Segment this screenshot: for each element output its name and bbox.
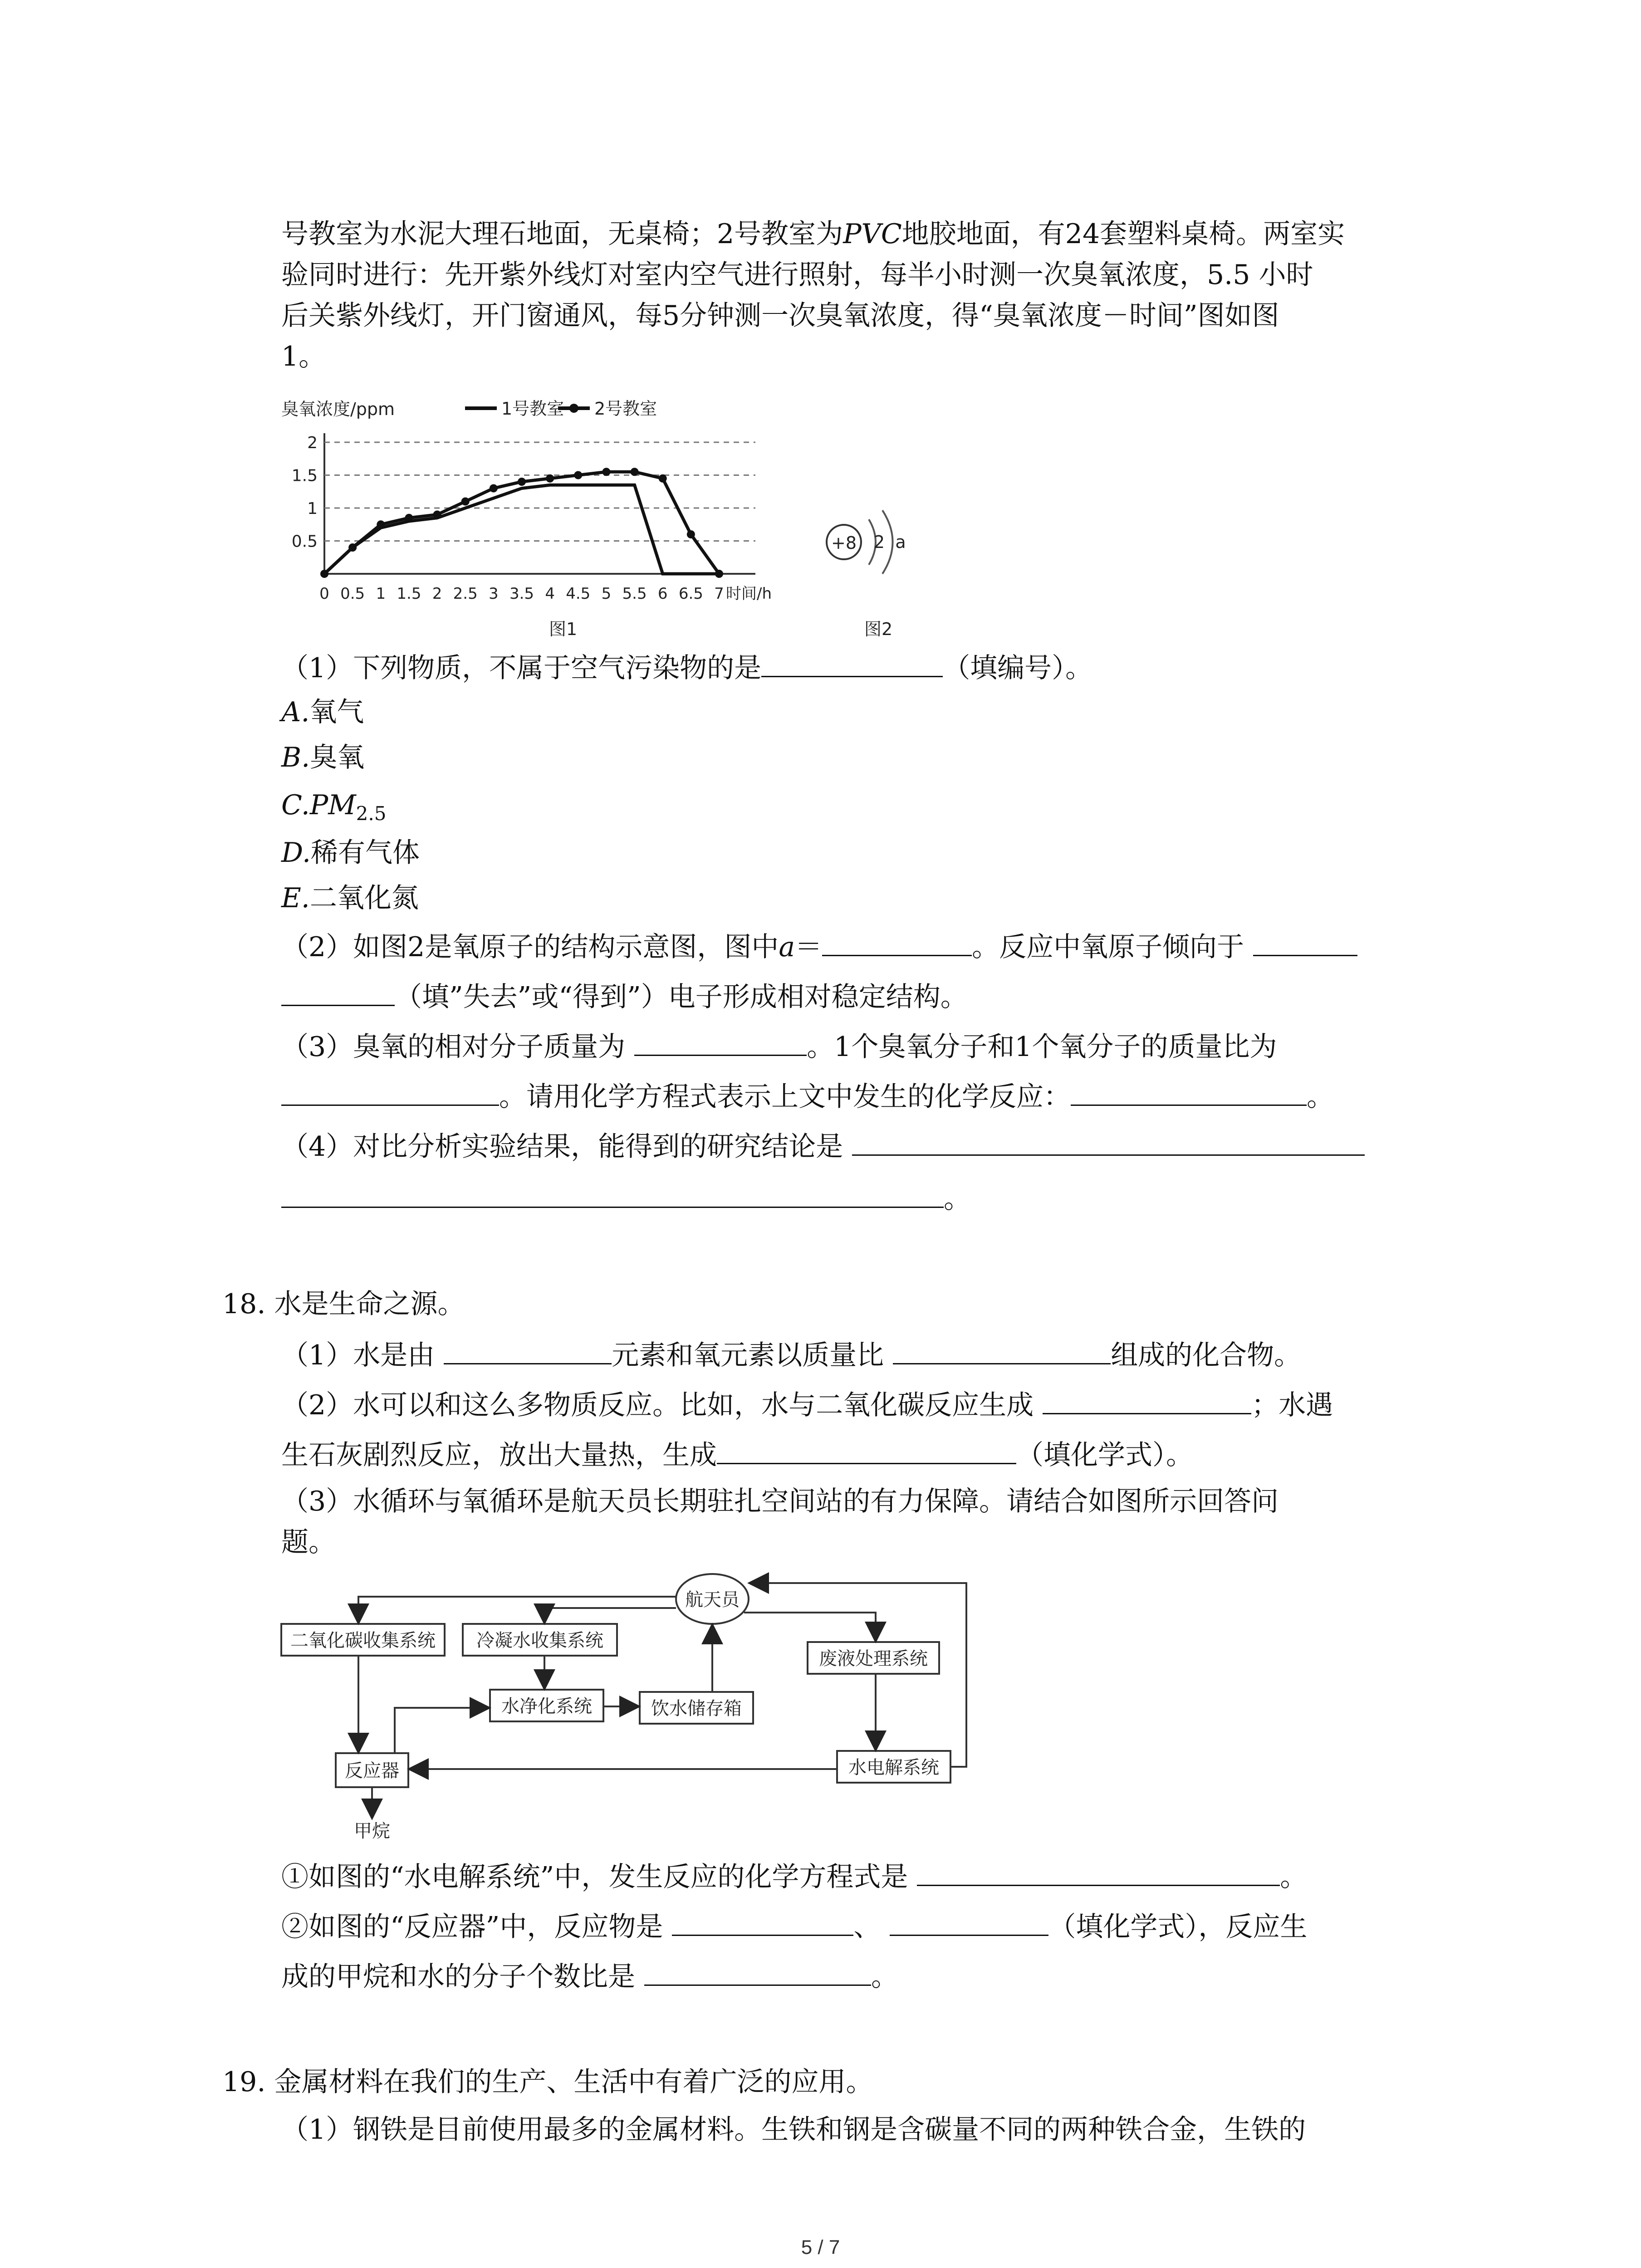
q17-part2-line2: （填”失去”或“得到”）电子形成相对稳定结构。 (281, 978, 968, 1015)
q17-option-e: E.二氧化氮 (281, 882, 419, 914)
q17-option-d: D.稀有气体 (281, 837, 420, 869)
waste-processing-label: 废液处理系统 (819, 1648, 928, 1669)
q18-sub2-line1: ②如图的“反应器”中，反应物是 、 （填化学式），反应生 (281, 1907, 1307, 1945)
q18-s2-answer-blank-b[interactable] (890, 1907, 1048, 1936)
intro-line-1: 号教室为水泥大理石地面，无桌椅；2号教室为PVC地胶地面，有24套塑料桌椅。两室实 (281, 218, 1345, 250)
y-tick-label: 0.5 (291, 532, 318, 551)
q17-part3-line1: （3）臭氧的相对分子质量为 。1个臭氧分子和1个氧分子的质量比为 (281, 1027, 1277, 1065)
x-tick-label: 2.5 (453, 585, 478, 603)
x-tick-label: 4 (545, 585, 555, 603)
reactor-label: 反应器 (345, 1760, 399, 1781)
q18-s1-answer-blank[interactable] (917, 1857, 1280, 1886)
q17-part3-line2: 。请用化学方程式表示上文中发生的化学反应： 。 (281, 1077, 1334, 1115)
q17-p2-answer-blank-b2[interactable] (281, 978, 395, 1006)
q17-p4-answer-blank-b[interactable] (281, 1179, 944, 1208)
q17-p2-answer-blank-a[interactable] (822, 928, 972, 956)
arrow-astronaut-to-co2 (358, 1597, 676, 1622)
atom-nucleus-charge: +8 (831, 533, 857, 553)
drinking-tank-label: 饮水储存箱 (651, 1698, 742, 1719)
page-number: 5 / 7 (801, 2236, 840, 2258)
q17-part4-line2: 。 (281, 1179, 971, 1217)
series-2-point (348, 543, 357, 552)
q17-part1: （1）下列物质，不属于空气污染物的是 （填编号）。 (281, 649, 1092, 686)
x-tick-label: 6.5 (678, 585, 703, 603)
q18-p2-answer-blank-a[interactable] (1043, 1386, 1251, 1414)
series-2-point (631, 468, 639, 476)
q19-title: 19. 金属材料在我们的生产、生活中有着广泛的应用。 (222, 2066, 873, 2098)
y-tick-label: 2 (307, 434, 318, 452)
x-tick-label: 0 (319, 585, 329, 603)
q18-part3-line1: （3）水循环与氧循环是航天员长期驻扎空间站的有力保障。请结合如图所示回答问 (281, 1486, 1279, 1517)
legend-1-label: 1号教室 (501, 399, 564, 419)
co2-collection-label: 二氧化碳收集系统 (290, 1630, 436, 1651)
x-tick-label: 5.5 (622, 585, 647, 603)
q18-p1-answer-blank-b[interactable] (893, 1336, 1111, 1364)
q18-p1-answer-blank-a[interactable] (444, 1336, 612, 1364)
series-2-point (405, 514, 413, 522)
series-2-point (715, 570, 723, 578)
q18-part1: （1）水是由 元素和氧元素以质量比 组成的化合物。 (281, 1336, 1301, 1374)
y-tick-label: 1 (307, 499, 318, 518)
legend-2-label: 2号教室 (594, 399, 657, 419)
series-2-point (377, 520, 385, 528)
figure-2-caption: 图2 (864, 619, 893, 639)
q18-s2-answer-blank-c[interactable] (644, 1957, 871, 1986)
arrow-electrolysis-to-astronaut (751, 1583, 966, 1767)
x-tick-label: 7 (714, 585, 724, 603)
q18-p2-answer-blank-b[interactable] (717, 1436, 1016, 1464)
x-tick-label: 3 (489, 585, 499, 603)
q18-part2-line2: 生石灰剧烈反应，放出大量热，生成 （填化学式）。 (281, 1436, 1193, 1473)
x-tick-label: 2 (432, 585, 442, 603)
q17-p3-answer-blank-b[interactable] (281, 1077, 499, 1106)
series-2-point (518, 478, 526, 486)
electrolysis-label: 水电解系统 (848, 1757, 939, 1778)
series-line-1 (324, 485, 719, 574)
x-tick-label: 3.5 (509, 585, 534, 603)
q17-p3-answer-blank-a[interactable] (634, 1027, 807, 1056)
chart-axes (292, 433, 772, 603)
q18-part2-line1: （2）水可以和这么多物质反应。比如，水与二氧化碳反应生成 ；水遇 (281, 1386, 1333, 1423)
y-tick-label: 1.5 (291, 466, 318, 485)
series-2-point (546, 474, 554, 483)
x-tick-label: 0.5 (340, 585, 365, 603)
arrow-reactor-to-purify (395, 1708, 488, 1753)
q18-title: 18. 水是生命之源。 (222, 1288, 465, 1320)
figure-2-atom (827, 510, 906, 639)
x-tick-label: 6 (657, 585, 668, 603)
life-support-diagram (272, 1565, 998, 1860)
atom-shell-1-count: 2 (873, 532, 885, 552)
q17-p4-answer-blank-a[interactable] (852, 1127, 1365, 1156)
q19-part1: （1）钢铁是目前使用最多的金属材料。生铁和钢是含碳量不同的两种铁合金，生铁的 (281, 2114, 1306, 2146)
q17-option-b: B.臭氧 (281, 742, 365, 773)
figure-1-caption: 图1 (549, 619, 578, 639)
series-2-point (461, 498, 470, 506)
series-2-point (574, 471, 582, 479)
q17-p1-answer-blank[interactable] (761, 649, 943, 677)
series-2-point (659, 474, 667, 483)
q17-p2-answer-blank-b1[interactable] (1253, 928, 1357, 956)
q18-sub2-line2: 成的甲烷和水的分子个数比是 。 (281, 1957, 898, 1995)
methane-label: 甲烷 (354, 1821, 390, 1842)
series-2-point (433, 511, 441, 519)
figure-1-chart (272, 390, 953, 644)
intro-line-4: 1。 (281, 341, 326, 372)
x-tick-label: 1 (376, 585, 386, 603)
x-tick-label: 5 (601, 585, 612, 603)
x-tick-label: 4.5 (566, 585, 591, 603)
series-2-point (320, 570, 328, 578)
intro-line-2: 验同时进行：先开紫外线灯对室内空气进行照射，每半小时测一次臭氧浓度，5.5 小时 (281, 259, 1313, 291)
series-2-point (602, 468, 610, 476)
x-tick-label: 1.5 (397, 585, 421, 603)
q17-option-c: $C.PM_{2.5}$ (281, 789, 387, 825)
chart-series (320, 468, 723, 578)
q17-p3-answer-blank-c[interactable] (1071, 1077, 1307, 1106)
arrow-astronaut-to-waste (744, 1613, 876, 1640)
arrow-astronaut-to-condensate (544, 1608, 676, 1622)
astronaut-label: 航天员 (685, 1589, 740, 1610)
q17-option-a: A.氧气 (281, 696, 364, 728)
q17-part2-line1: （2）如图2是氧原子的结构示意图，图中a＝ 。反应中氧原子倾向于 (281, 928, 1357, 965)
q18-sub1: ①如图的“水电解系统”中，发生反应的化学方程式是 。 (281, 1857, 1307, 1895)
water-purification-label: 水净化系统 (501, 1696, 592, 1717)
x-axis-label: 时间/h (726, 585, 772, 603)
intro-line-3: 后关紫外线灯，开门窗通风，每5分钟测一次臭氧浓度，得“臭氧浓度－时间”图如图 (281, 300, 1279, 332)
chart-ylabel: 臭氧浓度/ppm (281, 399, 395, 419)
series-2-point (687, 530, 695, 538)
q18-part3-line2: 题。 (281, 1526, 336, 1558)
legend-2-marker (569, 404, 578, 413)
condensate-collection-label: 冷凝水收集系统 (476, 1630, 603, 1651)
atom-shell-2-count: a (895, 532, 906, 552)
q18-s2-answer-blank-a[interactable] (672, 1907, 853, 1936)
q17-part4-line1: （4）对比分析实验结果，能得到的研究结论是 (281, 1127, 1365, 1165)
series-2-point (490, 484, 498, 493)
